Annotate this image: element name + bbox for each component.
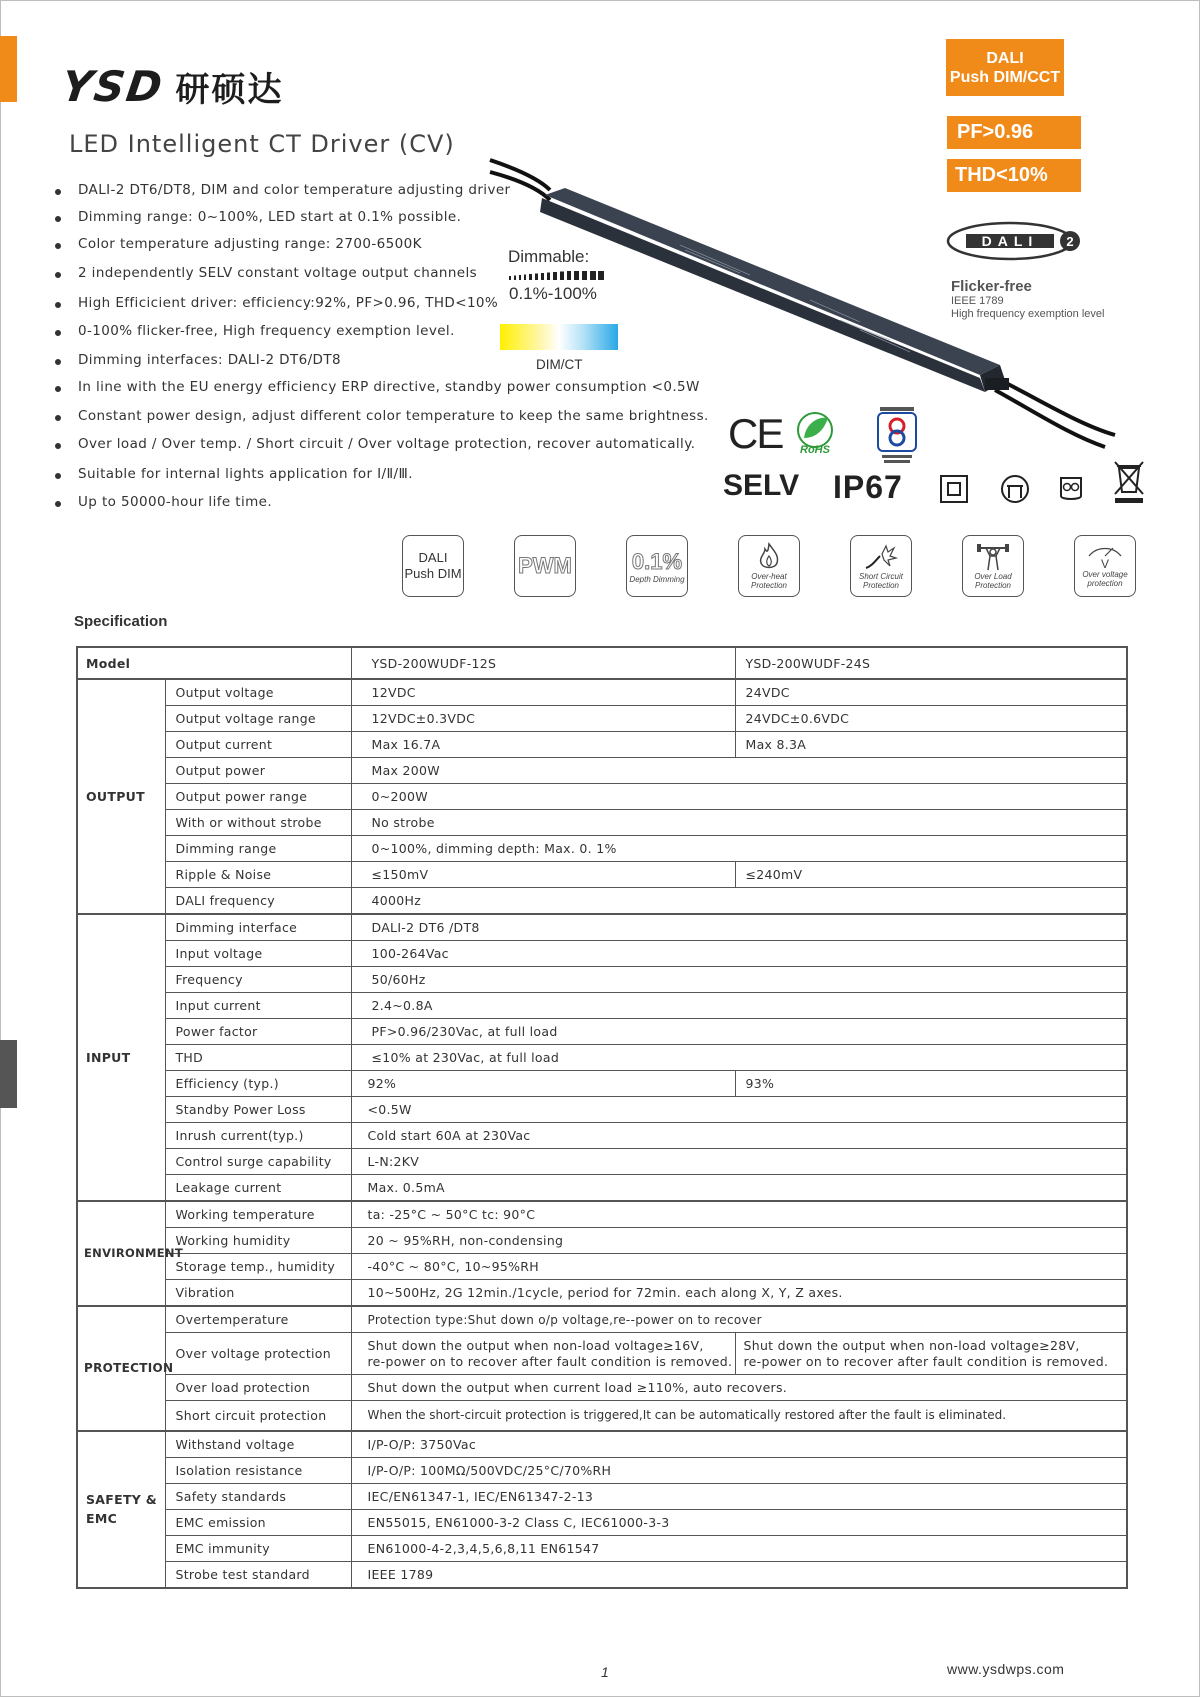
table-row: [77, 1509, 1127, 1535]
spec-label: Safety standards: [165, 1483, 351, 1509]
overvoltage-b-line1: Shut down the output when non-load voltage≥28V,: [743, 1337, 1080, 1353]
spec-value: 92%: [351, 1071, 735, 1097]
group-protection: PROTECTION: [77, 1306, 165, 1431]
icon-overheat-line2: Protection: [750, 581, 788, 590]
spec-label: Input current: [165, 993, 351, 1019]
table-row: [77, 914, 1127, 941]
ccc-cert-icon: [876, 407, 918, 465]
spec-value: ta: -25°C ~ 50°C tc: 90°C: [351, 1201, 1127, 1228]
logo-cn: 研硕达: [175, 69, 284, 110]
selv-mark: SELV: [723, 469, 800, 502]
spec-label: Vibration: [165, 1280, 351, 1307]
spec-value-cell: [735, 1333, 1127, 1375]
spec-value: EN61000-4-2,3,4,5,6,8,11 EN61547: [351, 1535, 1127, 1561]
group-environment: ENVIRONMENT: [77, 1201, 165, 1306]
spec-value: <0.5W: [351, 1097, 1127, 1123]
icon-depth-value: 0.1%: [631, 548, 683, 574]
feature-item: Constant power design, adjust different color temperature to keep the same brightness.: [55, 408, 709, 436]
table-row: [77, 1333, 1127, 1375]
spec-value: PF>0.96/230Vac, at full load: [351, 1019, 1127, 1045]
dimming-bars-icon: [509, 271, 605, 280]
feature-item: Color temperature adjusting range: 2700-6500K: [55, 236, 709, 265]
dali-2-logo-icon: [946, 220, 1082, 262]
spec-value: DALI-2 DT6 /DT8: [351, 914, 1127, 941]
spec-label: Isolation resistance: [165, 1457, 351, 1483]
feature-item: DALI-2 DT6/DT8, DIM and color temperature adjusting driver: [55, 182, 709, 209]
table-row: [77, 967, 1127, 993]
over-heat-protection-icon: [738, 535, 800, 597]
feature-item: Dimming range: 0~100%, LED start at 0.1% possible.: [55, 209, 709, 236]
ce-mark-icon: CE: [728, 410, 783, 457]
model-b: YSD-200WUDF-24S: [735, 647, 1127, 679]
weightlifter-icon: [976, 542, 1010, 572]
spec-label: Short circuit protection: [165, 1401, 351, 1431]
icon-overload-line1: Over Load: [974, 572, 1012, 581]
table-row: [77, 836, 1127, 862]
spec-value: No strobe: [351, 810, 1127, 836]
class-ii-icon: [940, 475, 968, 503]
table-row: [77, 679, 1127, 706]
table-row: [77, 1149, 1127, 1175]
spec-label: Storage temp., humidity: [165, 1254, 351, 1280]
spec-label: Output power range: [165, 784, 351, 810]
spec-value: 93%: [735, 1071, 1127, 1097]
feature-item: High Efficicient driver: efficiency:92%, PF>0.96, THD<10%: [55, 295, 709, 323]
feature-item: Over load / Over temp. / Short circuit / Over voltage protection, recover automatically.: [55, 436, 709, 466]
spec-value: 10~500Hz, 2G 12min./1cycle, period for 72min. each along X, Y, Z axes.: [351, 1280, 1127, 1307]
icon-dali-line2: Push DIM: [404, 566, 462, 581]
spec-value: ≤240mV: [735, 862, 1127, 888]
independent-driver-icon: [1000, 474, 1030, 504]
model-a: YSD-200WUDF-12S: [351, 647, 735, 679]
spec-label: Over load protection: [165, 1375, 351, 1401]
dimmable-label: Dimmable:: [508, 247, 590, 266]
product-title: LED Intelligent CT Driver (CV): [69, 130, 455, 158]
spec-value: ≤150mV: [351, 862, 735, 888]
overvoltage-a-line1: Shut down the output when non-load voltage≥16V,: [367, 1337, 704, 1353]
spec-value: 2.4~0.8A: [351, 993, 1127, 1019]
group-input: INPUT: [77, 914, 165, 1201]
logo-en: YSD: [58, 61, 167, 111]
feature-item: In line with the EU energy efficiency ERP directive, standby power consumption <0.5W: [55, 379, 709, 408]
spec-label: Input voltage: [165, 941, 351, 967]
short-circuit-protection-icon: [850, 535, 912, 597]
spec-value: Max 8.3A: [735, 732, 1127, 758]
pwm-icon: [514, 535, 576, 597]
spec-label: Inrush current(typ.): [165, 1123, 351, 1149]
overvoltage-a-line2: re-power on to recover after fault condition is removed.: [367, 1353, 733, 1369]
table-row: [77, 1097, 1127, 1123]
flicker-level: High frequency exemption level: [951, 308, 1105, 320]
group-safety-emc: SAFETY & EMC: [77, 1431, 165, 1588]
icon-voltage-line3: protection: [1087, 579, 1123, 588]
depth-dimming-icon: [626, 535, 688, 597]
spec-label: Output voltage: [165, 679, 351, 706]
table-row: [77, 784, 1127, 810]
spec-label: Output voltage range: [165, 706, 351, 732]
overvoltage-b-line2: re-power on to recover after fault condition is removed.: [743, 1353, 1109, 1369]
spec-label: THD: [165, 1045, 351, 1071]
orange-side-tab: [0, 36, 17, 102]
icon-voltage-line2: Over voltage: [1082, 570, 1128, 579]
table-row: [77, 1254, 1127, 1280]
spec-value: Shut down the output when current load ≥110%, auto recovers.: [351, 1375, 1127, 1401]
table-row: [77, 1201, 1127, 1228]
table-row: [77, 1535, 1127, 1561]
icon-short-line2: Protection: [862, 581, 900, 590]
spec-value: 12VDC±0.3VDC: [351, 706, 735, 732]
over-load-protection-icon: [962, 535, 1024, 597]
model-label: Model: [77, 647, 351, 679]
spec-value: 0~100%, dimming depth: Max. 0. 1%: [351, 836, 1127, 862]
spec-value: I/P-O/P: 100MΩ/500VDC/25°C/70%RH: [351, 1457, 1127, 1483]
spec-label: EMC immunity: [165, 1535, 351, 1561]
table-row: [77, 862, 1127, 888]
table-row: [77, 1306, 1127, 1333]
dali-push-dim-cct-badge: [946, 39, 1064, 96]
spec-label: Frequency: [165, 967, 351, 993]
table-row: [77, 1401, 1127, 1431]
dali-logo-text: DALI: [981, 233, 1039, 249]
table-row: [77, 1045, 1127, 1071]
spec-label: Over voltage protection: [165, 1333, 351, 1375]
dali-logo-num: 2: [1066, 234, 1074, 249]
spec-label: Power factor: [165, 1019, 351, 1045]
spec-value: 20 ~ 95%RH, non-condensing: [351, 1228, 1127, 1254]
spec-value: Max. 0.5mA: [351, 1175, 1127, 1202]
spec-label: EMC emission: [165, 1509, 351, 1535]
dimming-range-label: 0.1%-100%: [509, 284, 597, 303]
table-row: [77, 1561, 1127, 1588]
spec-value: Cold start 60A at 230Vac: [351, 1123, 1127, 1149]
weee-bin-icon: [1113, 460, 1145, 504]
feature-item: 2 independently SELV constant voltage output channels: [55, 265, 709, 295]
spec-value: 100-264Vac: [351, 941, 1127, 967]
spec-value: When the short-circuit protection is triggered,It can be automatically restored after the fault is eliminated.: [351, 1401, 1127, 1431]
icon-overload-line2: Protection: [974, 581, 1012, 590]
specification-heading: Specification: [74, 613, 168, 630]
badge-dali-line1: DALI: [986, 49, 1024, 67]
spec-label: Control surge capability: [165, 1149, 351, 1175]
icon-dali-line1: DALI: [418, 550, 448, 565]
spec-value: Max 200W: [351, 758, 1127, 784]
brand-logo: [58, 61, 284, 111]
gray-side-tab: [0, 1040, 17, 1108]
table-row: [77, 941, 1127, 967]
flame-icon: [757, 542, 781, 572]
spec-value: 24VDC±0.6VDC: [735, 706, 1127, 732]
spec-value: I/P-O/P: 3750Vac: [351, 1431, 1127, 1458]
icon-voltage-v: V: [1100, 557, 1109, 571]
thd-badge: THD<10%: [947, 159, 1081, 192]
spec-value: IEEE 1789: [351, 1561, 1127, 1588]
safety-transformer-icon: [1058, 474, 1084, 504]
cct-gradient-bar: [500, 324, 618, 350]
table-row: [77, 1123, 1127, 1149]
dim-ct-label: DIM/CT: [536, 357, 583, 372]
page-number: 1: [601, 1664, 609, 1680]
badge-dali-line2: Push DIM/CCT: [949, 68, 1061, 86]
website-link[interactable]: www.ysdwps.com: [947, 1661, 1065, 1677]
table-row: [77, 758, 1127, 784]
spec-label: Dimming range: [165, 836, 351, 862]
spec-label: Withstand voltage: [165, 1431, 351, 1458]
spec-label: Working humidity: [165, 1228, 351, 1254]
over-voltage-protection-icon: [1074, 535, 1136, 597]
feature-item: Dimming interfaces: DALI-2 DT6/DT8: [55, 352, 709, 379]
icon-depth-caption: Depth Dimming: [629, 574, 685, 584]
table-row: [77, 647, 1127, 679]
spec-value: 50/60Hz: [351, 967, 1127, 993]
flicker-free-block: [951, 278, 1104, 321]
meter-arc-icon: [1085, 544, 1125, 558]
flicker-title: Flicker-free: [951, 278, 1032, 295]
spec-value: 24VDC: [735, 679, 1127, 706]
spec-value: Max 16.7A: [351, 732, 735, 758]
table-row: [77, 1175, 1127, 1202]
spec-label: Standby Power Loss: [165, 1097, 351, 1123]
spec-value: 12VDC: [351, 679, 735, 706]
specification-table: [76, 646, 1128, 1589]
table-row: [77, 1375, 1127, 1401]
spec-label: Output power: [165, 758, 351, 784]
spec-value: 0~200W: [351, 784, 1127, 810]
table-row: [77, 1228, 1127, 1254]
spec-value: EN55015, EN61000-3-2 Class C, IEC61000-3-3: [351, 1509, 1127, 1535]
table-row: [77, 732, 1127, 758]
spec-label: Efficiency (typ.): [165, 1071, 351, 1097]
spark-icon: [864, 542, 898, 572]
table-row: [77, 1431, 1127, 1458]
spec-value-cell: [351, 1333, 735, 1375]
group-output: OUTPUT: [77, 679, 165, 914]
spec-label: DALI frequency: [165, 888, 351, 915]
feature-item: Up to 50000-hour life time.: [55, 494, 709, 521]
spec-value: ≤10% at 230Vac, at full load: [351, 1045, 1127, 1071]
spec-value: 4000Hz: [351, 888, 1127, 915]
spec-label: Leakage current: [165, 1175, 351, 1202]
spec-value: -40°C ~ 80°C, 10~95%RH: [351, 1254, 1127, 1280]
spec-label: With or without strobe: [165, 810, 351, 836]
rohs-icon: [792, 410, 838, 456]
spec-label: Strobe test standard: [165, 1561, 351, 1588]
rohs-text: RoHS: [800, 444, 830, 456]
table-row: [77, 1019, 1127, 1045]
icon-overheat-line1: Over-heat: [751, 572, 787, 581]
spec-label: Working temperature: [165, 1201, 351, 1228]
icon-short-line1: Short Circuit: [858, 572, 903, 581]
table-row: [77, 1280, 1127, 1307]
spec-label: Ripple & Noise: [165, 862, 351, 888]
pf-badge: PF>0.96: [947, 116, 1081, 149]
table-row: [77, 1483, 1127, 1509]
table-row: [77, 888, 1127, 915]
feature-item: Suitable for internal lights application for Ⅰ/Ⅱ/Ⅲ.: [55, 466, 709, 494]
dali-push-dim-icon: [402, 535, 464, 597]
table-row: [77, 706, 1127, 732]
ip67-mark: IP67: [833, 469, 903, 505]
table-row: [77, 1071, 1127, 1097]
table-row: [77, 810, 1127, 836]
spec-label: Dimming interface: [165, 914, 351, 941]
spec-label: Output current: [165, 732, 351, 758]
feature-item: 0-100% flicker-free, High frequency exemption level.: [55, 323, 709, 352]
spec-label: Overtemperature: [165, 1306, 351, 1333]
icon-pwm-text: PWM: [518, 553, 572, 578]
spec-value: L-N:2KV: [351, 1149, 1127, 1175]
table-row: [77, 993, 1127, 1019]
spec-value: IEC/EN61347-1, IEC/EN61347-2-13: [351, 1483, 1127, 1509]
spec-value: Protection type:Shut down o/p voltage,re--power on to recover: [351, 1306, 1127, 1333]
flicker-standard: IEEE 1789: [951, 295, 1004, 307]
table-row: [77, 1457, 1127, 1483]
